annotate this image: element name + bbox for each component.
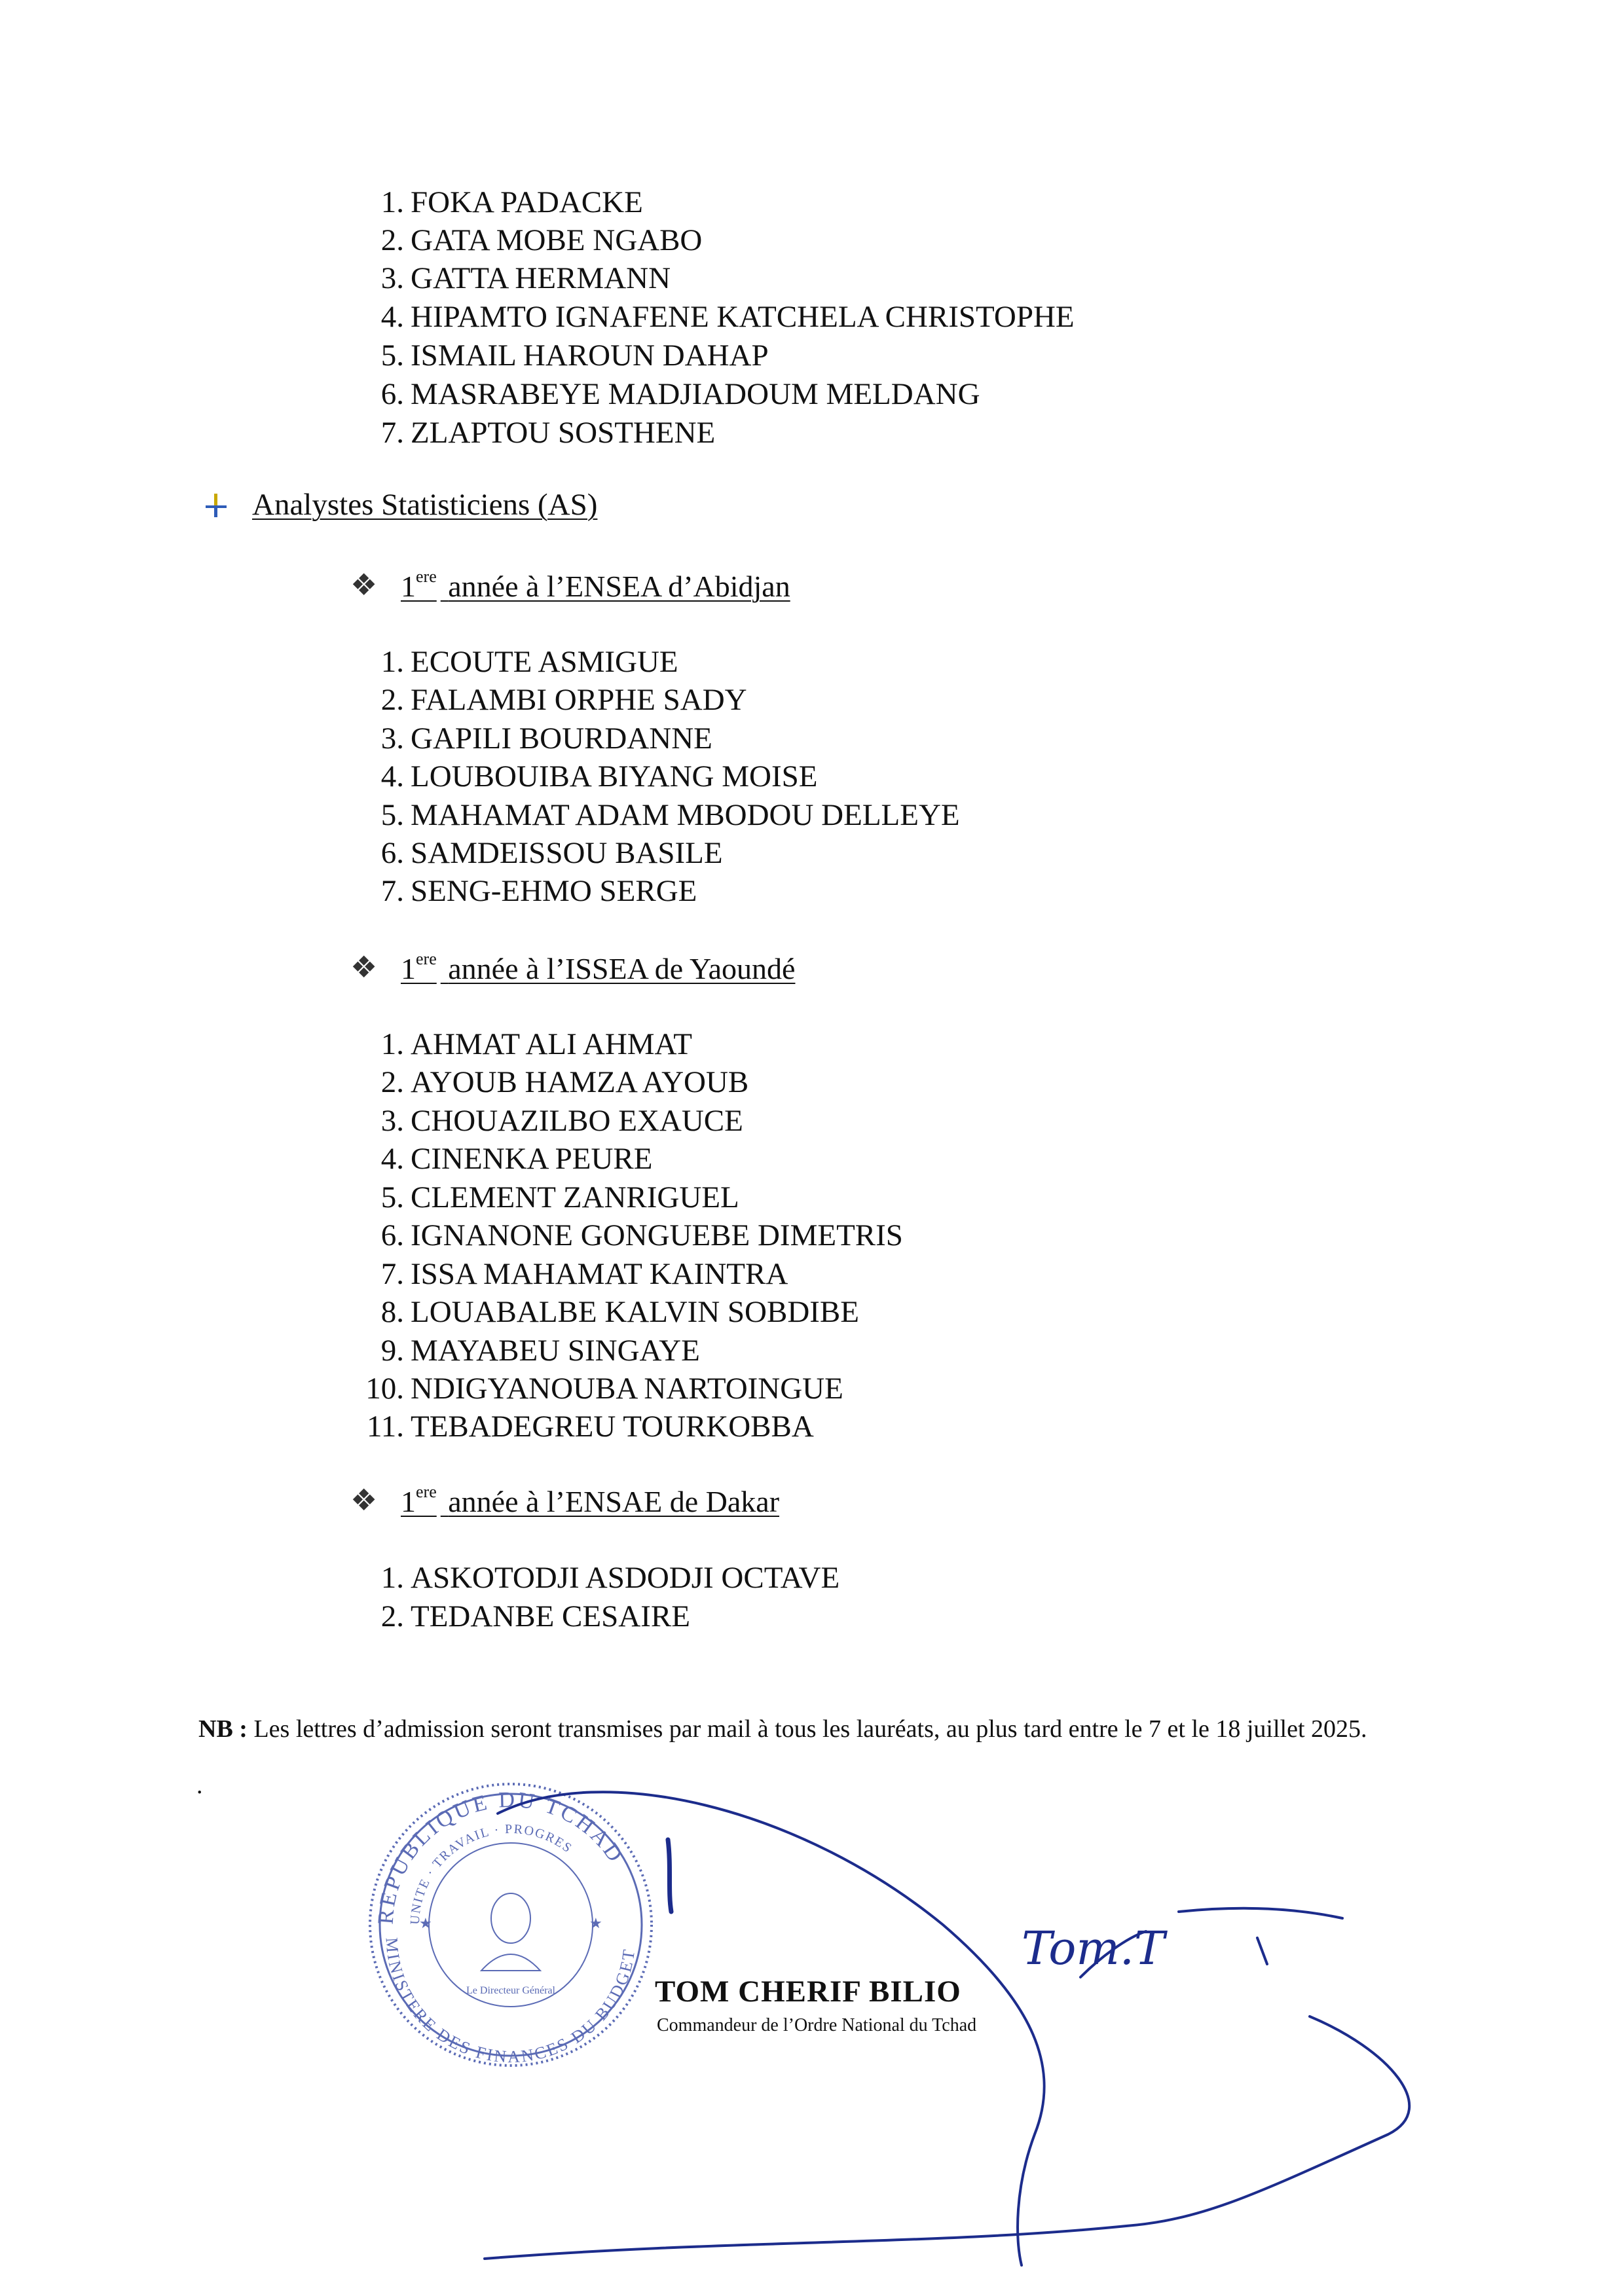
- subheading-dakar: 1ere année à l’ENSAE de Dakar: [401, 1482, 780, 1518]
- svg-text:MINISTERE DES FINANCES DU BUDG: MINISTERE DES FINANCES DU BUDGET: [382, 1937, 639, 2067]
- handwritten-signature: [471, 1768, 1421, 2272]
- four-diamond-bullet-icon: ❖: [350, 1484, 378, 1517]
- stray-dot: .: [196, 1772, 203, 1799]
- four-diamond-bullet-icon: ❖: [350, 568, 378, 602]
- subheading-abidjan: 1ere année à l’ENSEA d’Abidjan: [401, 567, 790, 603]
- signatory-name: TOM CHERIF BILIO: [655, 1975, 961, 2009]
- svg-text:REPUBLIQUE DU TCHAD: REPUBLIQUE DU TCHAD: [373, 1787, 629, 1925]
- svg-text:Tom.T: Tom.T: [1022, 1922, 1165, 1975]
- four-diamond-bullet-icon: ❖: [350, 951, 378, 984]
- arrow-down-bullet-icon: [203, 492, 229, 524]
- signatory-title: Commandeur de l’Ordre National du Tchad: [657, 2015, 977, 2035]
- subheading-yaounde: 1ere année à l’ISSEA de Yaoundé: [401, 949, 796, 985]
- svg-text:★: ★: [589, 1916, 602, 1932]
- nb-note: NB : Les lettres d’admission seront transmises par mail à tous les lauréats, au plus tard entre le 7 et le 18 juillet 2025.: [198, 1715, 1367, 1743]
- svg-text:Le Directeur Général: Le Directeur Général: [466, 1985, 555, 1996]
- section-heading: Analystes Statisticiens (AS): [252, 488, 598, 522]
- svg-text:UNITE · TRAVAIL · PROGRES: UNITE · TRAVAIL · PROGRES: [407, 1821, 576, 1925]
- svg-text:★: ★: [419, 1916, 432, 1932]
